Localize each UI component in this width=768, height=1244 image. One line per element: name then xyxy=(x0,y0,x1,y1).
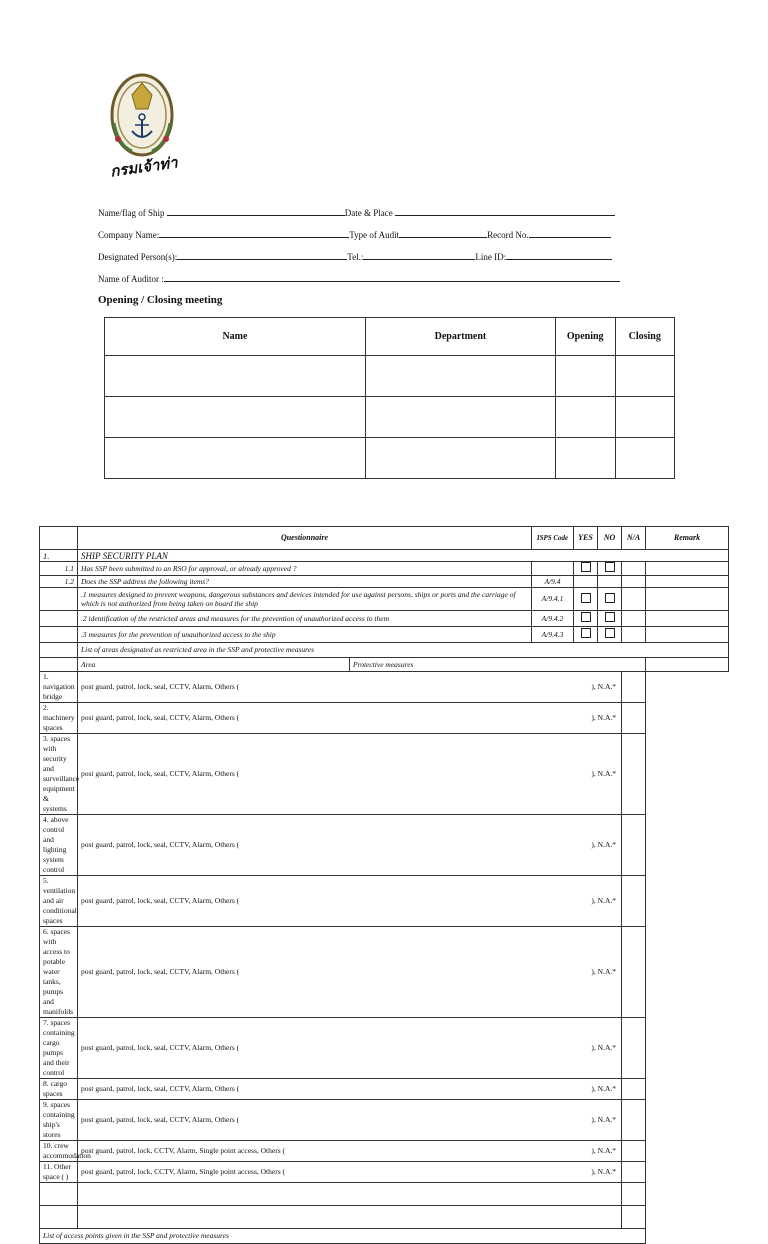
remark-cell[interactable] xyxy=(622,815,646,876)
remark-cell[interactable] xyxy=(622,1183,646,1206)
protective-measure-cell[interactable] xyxy=(78,672,622,703)
na-cell[interactable] xyxy=(622,611,646,627)
protective-measure-cell[interactable] xyxy=(78,876,622,927)
questionnaire-header: Questionnaire xyxy=(78,527,532,550)
no-checkbox[interactable] xyxy=(598,627,622,643)
protective-measure-cell[interactable] xyxy=(78,734,622,815)
checkbox-icon[interactable] xyxy=(605,593,615,603)
num-cell xyxy=(40,627,78,643)
yes-checkbox[interactable] xyxy=(574,627,598,643)
na-text: ), N.A.* xyxy=(591,840,616,849)
area-name: 1. navigation bridge xyxy=(40,672,78,703)
na-text: ), N.A.* xyxy=(591,713,616,722)
designated-label: Designated Person(s): xyxy=(98,252,178,262)
meeting-cell[interactable] xyxy=(555,397,615,438)
protective-measure-text: post guard, patrol, lock, seal, CCTV, Alarm, Others ( xyxy=(81,1084,240,1093)
meeting-cell[interactable] xyxy=(105,356,366,397)
sub-item-row-2 xyxy=(40,611,729,627)
company-line[interactable] xyxy=(159,228,349,238)
remark-cell[interactable] xyxy=(622,672,646,703)
name-flag-field[interactable] xyxy=(98,206,615,218)
question-num: 1.2 xyxy=(40,576,78,588)
meeting-cell[interactable] xyxy=(615,356,675,397)
line-id-line[interactable] xyxy=(506,250,612,260)
access-list-label: List of access points given in the SSP and protective measures xyxy=(40,1229,646,1244)
na-text: ), N.A.* xyxy=(591,1167,616,1176)
remark-cell[interactable] xyxy=(622,1100,646,1141)
tel-label: Tel.: xyxy=(347,252,364,262)
access-list-row xyxy=(40,1229,729,1244)
protective-measure-cell[interactable] xyxy=(78,927,622,1018)
meeting-row xyxy=(105,438,675,479)
protective-measure-text: post guard, patrol, lock, CCTV, Alarm, Single point access, Others ( xyxy=(81,1146,285,1155)
area-name: 4. above control and lighting system control xyxy=(40,815,78,876)
remark-cell[interactable] xyxy=(646,658,729,672)
protective-measure-text: post guard, patrol, lock, seal, CCTV, Alarm, Others ( xyxy=(81,1043,240,1052)
na-text: ), N.A.* xyxy=(591,682,616,691)
protective-measure-text: post guard, patrol, lock, seal, CCTV, Alarm, Others ( xyxy=(81,682,240,691)
na-text: ), N.A.* xyxy=(591,967,616,976)
blank-area-cell[interactable] xyxy=(40,1206,78,1229)
sub-item-text: .2 identification of the restricted areas and measures for the prevention of unauthorized access to them xyxy=(78,611,532,627)
remark-header: Remark xyxy=(646,527,729,550)
meeting-cell[interactable] xyxy=(365,438,555,479)
checkbox-icon[interactable] xyxy=(581,628,591,638)
auditor-label: Name of Auditor : xyxy=(98,274,164,284)
area-row xyxy=(40,1141,729,1162)
na-text: ), N.A.* xyxy=(591,1084,616,1093)
area-row xyxy=(40,876,729,927)
restricted-list-row xyxy=(40,643,729,658)
protective-measure-text: post guard, patrol, lock, CCTV, Alarm, Single point access, Others ( xyxy=(81,1167,285,1176)
blank-area-cell[interactable] xyxy=(40,1183,78,1206)
remark-cell[interactable] xyxy=(622,1018,646,1079)
area-row xyxy=(40,703,729,734)
name-flag-label: Name/flag of Ship xyxy=(98,208,165,218)
area-name: 9. spaces containing ship's stores xyxy=(40,1100,78,1141)
logo-caption: กรมเจ้าท่า xyxy=(109,155,179,181)
no-header: NO xyxy=(598,527,622,550)
meeting-cell[interactable] xyxy=(555,356,615,397)
blank-row xyxy=(40,1206,729,1229)
area-name: 7. spaces containing cargo pumps and their control xyxy=(40,1018,78,1079)
na-cell[interactable] xyxy=(622,588,646,611)
remark-cell[interactable] xyxy=(622,1141,646,1162)
remark-cell[interactable] xyxy=(622,734,646,815)
checkbox-icon[interactable] xyxy=(605,562,615,572)
protective-measure-cell[interactable] xyxy=(78,1162,622,1183)
num-cell xyxy=(40,658,78,672)
num-cell xyxy=(40,643,78,658)
checkbox-icon[interactable] xyxy=(605,628,615,638)
remark-cell[interactable] xyxy=(646,562,729,576)
record-label: Record No. xyxy=(487,230,529,240)
sub-item-row-3 xyxy=(40,627,729,643)
remark-cell[interactable] xyxy=(646,611,729,627)
area-row xyxy=(40,1162,729,1183)
area-name: 3. spaces with security and surveillance equipment & systems xyxy=(40,734,78,815)
area-name: 8. cargo spaces xyxy=(40,1079,78,1100)
questionnaire-header-row xyxy=(40,527,729,550)
area-name: 6. spaces with access to potable water tanks, pumps and manifolds xyxy=(40,927,78,1018)
question-num: 1.1 xyxy=(40,562,78,576)
na-header: N/A xyxy=(622,527,646,550)
meeting-header-row xyxy=(105,318,675,356)
measures-header: Protective measures xyxy=(350,658,646,672)
protective-measure-text: post guard, patrol, lock, seal, CCTV, Alarm, Others ( xyxy=(81,713,240,722)
area-row xyxy=(40,1100,729,1141)
company-field[interactable] xyxy=(98,228,611,240)
meeting-header-closing: Closing xyxy=(615,318,675,356)
isps-code xyxy=(532,562,574,576)
restricted-list-label: List of areas designated as restricted area in the SSP and protective measures xyxy=(78,643,729,658)
checkbox-icon[interactable] xyxy=(605,612,615,622)
na-text: ), N.A.* xyxy=(591,769,616,778)
na-text: ), N.A.* xyxy=(591,1146,616,1155)
blank-row xyxy=(40,1183,729,1206)
meeting-title: Opening / Closing meeting xyxy=(98,294,223,306)
area-header: Area xyxy=(78,658,350,672)
isps-code: A/9.4.2 xyxy=(532,611,574,627)
remark-cell[interactable] xyxy=(646,588,729,611)
na-cell[interactable] xyxy=(622,627,646,643)
type-audit-label: Type of Audit xyxy=(349,230,400,240)
remark-cell[interactable] xyxy=(622,927,646,1018)
question-row-1-2 xyxy=(40,576,729,588)
type-audit-line[interactable] xyxy=(399,228,487,238)
protective-measure-cell[interactable] xyxy=(78,1079,622,1100)
meeting-header-name: Name xyxy=(105,318,366,356)
section-row xyxy=(40,550,729,562)
protective-measure-cell[interactable] xyxy=(78,1141,622,1162)
area-row xyxy=(40,672,729,703)
no-checkbox[interactable] xyxy=(598,562,622,576)
sub-item-row-1 xyxy=(40,588,729,611)
protective-measure-text: post guard, patrol, lock, seal, CCTV, Alarm, Others ( xyxy=(81,896,240,905)
no-checkbox[interactable] xyxy=(598,588,622,611)
isps-code: A/9.4.1 xyxy=(532,588,574,611)
date-place-line[interactable] xyxy=(395,206,615,216)
isps-code: A/9.4 xyxy=(532,576,574,588)
question-text: Has SSP been submitted to an RSO for approval, or already approved ? xyxy=(78,562,532,576)
num-cell xyxy=(40,588,78,611)
remark-cell[interactable] xyxy=(622,1162,646,1183)
blank-measure-cell[interactable] xyxy=(78,1206,622,1229)
tel-line[interactable] xyxy=(363,250,475,260)
protective-measure-text: post guard, patrol, lock, seal, CCTV, Alarm, Others ( xyxy=(81,769,240,778)
question-row-1-1 xyxy=(40,562,729,576)
yes-checkbox[interactable] xyxy=(574,611,598,627)
protective-measure-text: post guard, patrol, lock, seal, CCTV, Alarm, Others ( xyxy=(81,967,240,976)
protective-measure-cell[interactable] xyxy=(78,1100,622,1141)
area-row xyxy=(40,815,729,876)
yes-checkbox[interactable] xyxy=(574,562,598,576)
remark-cell[interactable] xyxy=(622,1079,646,1100)
logo xyxy=(88,65,196,180)
na-cell xyxy=(622,576,646,588)
area-row xyxy=(40,1018,729,1079)
meeting-cell[interactable] xyxy=(615,438,675,479)
company-label: Company Name: xyxy=(98,230,160,240)
area-row xyxy=(40,734,729,815)
remark-cell[interactable] xyxy=(622,1206,646,1229)
checkbox-icon[interactable] xyxy=(581,593,591,603)
na-text: ), N.A.* xyxy=(591,896,616,905)
sub-item-text: .1 measures designed to prevent weapons, dangerous substances and devices intended for use against persons, ships or ports and the carriage of which is not authorized from being taken on board the ship xyxy=(78,588,532,611)
num-header xyxy=(40,527,78,550)
protective-measure-text: post guard, patrol, lock, seal, CCTV, Alarm, Others ( xyxy=(81,840,240,849)
date-place-label: Date & Place xyxy=(344,208,393,218)
question-text: Does the SSP address the following items? xyxy=(78,576,532,588)
meeting-cell[interactable] xyxy=(365,397,555,438)
checkbox-icon[interactable] xyxy=(581,612,591,622)
checkbox-icon[interactable] xyxy=(581,562,591,572)
area-row xyxy=(40,927,729,1018)
auditor-field[interactable] xyxy=(98,272,620,284)
isps-header: ISPS Code xyxy=(532,527,574,550)
meeting-row xyxy=(105,356,675,397)
yes-checkbox[interactable] xyxy=(574,588,598,611)
meeting-table xyxy=(104,317,675,479)
remark-cell[interactable] xyxy=(622,703,646,734)
area-row xyxy=(40,1079,729,1100)
area-name: 10. crew accommodation xyxy=(40,1141,78,1162)
protective-measure-text: post guard, patrol, lock, seal, CCTV, Alarm, Others ( xyxy=(81,1115,240,1124)
meeting-cell[interactable] xyxy=(365,356,555,397)
area-header-row xyxy=(40,658,729,672)
yes-cell xyxy=(574,576,598,588)
meeting-cell[interactable] xyxy=(555,438,615,479)
meeting-cell[interactable] xyxy=(615,397,675,438)
area-name: 5. ventilation and air conditional spaces xyxy=(40,876,78,927)
protective-measure-cell[interactable] xyxy=(78,1018,622,1079)
num-cell xyxy=(40,611,78,627)
remark-cell[interactable] xyxy=(622,876,646,927)
no-checkbox[interactable] xyxy=(598,611,622,627)
remark-cell[interactable] xyxy=(646,627,729,643)
line-label: Line ID: xyxy=(475,252,507,262)
section-title: SHIP SECURITY PLAN xyxy=(78,550,729,562)
blank-measure-cell[interactable] xyxy=(78,1183,622,1206)
designated-line[interactable] xyxy=(177,250,347,260)
na-text: ), N.A.* xyxy=(591,1043,616,1052)
section-num: 1. xyxy=(40,550,78,562)
yes-header: YES xyxy=(574,527,598,550)
protective-measure-cell[interactable] xyxy=(78,703,622,734)
no-cell xyxy=(598,576,622,588)
na-text: ), N.A.* xyxy=(591,1115,616,1124)
isps-code: A/9.4.3 xyxy=(532,627,574,643)
meeting-cell[interactable] xyxy=(105,438,366,479)
questionnaire-table xyxy=(39,526,729,1244)
area-name: 11. Other space ( ) xyxy=(40,1162,78,1183)
area-name: 2. machinery spaces xyxy=(40,703,78,734)
designated-field[interactable] xyxy=(98,250,612,262)
meeting-row xyxy=(105,397,675,438)
remark-cell[interactable] xyxy=(646,576,729,588)
meeting-header-department: Department xyxy=(365,318,555,356)
sub-item-text: .3 measures for the prevention of unauthorized access to the ship xyxy=(78,627,532,643)
record-line[interactable] xyxy=(529,228,611,238)
protective-measure-cell[interactable] xyxy=(78,815,622,876)
meeting-header-opening: Opening xyxy=(555,318,615,356)
meeting-cell[interactable] xyxy=(105,397,366,438)
auditor-line[interactable] xyxy=(164,272,620,282)
na-cell[interactable] xyxy=(622,562,646,576)
name-flag-line[interactable] xyxy=(167,206,345,216)
